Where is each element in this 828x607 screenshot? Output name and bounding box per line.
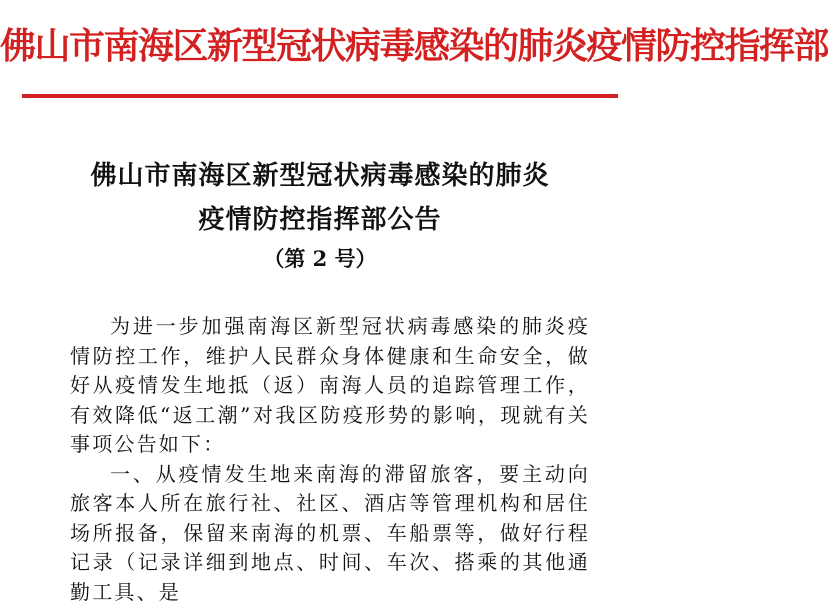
masthead-red-rule [22,94,618,98]
announcement-title-line-2: 疫情防控指挥部公告 [0,202,640,238]
announcement-number: （第 2 号） [0,244,640,274]
body-paragraph-item-1: 一、从疫情发生地来南海的滞留旅客，要主动向旅客本人所在旅行社、社区、酒店等管理机构和居住场所报备，保留来南海的机票、车船票等，做好行程记录（记录详细到地点、时间、车次、搭乘的其他通勤工具、是 [70,460,590,607]
announcement-title-line-1: 佛山市南海区新型冠状病毒感染的肺炎 [0,158,640,194]
body-paragraph-intro: 为进一步加强南海区新型冠状病毒感染的肺炎疫情防控工作，维护人民群众身体健康和生命安全，做好从疫情发生地抵（返）南海人员的追踪管理工作，有效降低“返工潮”对我区防疫形势的影响，现就有关事项公告如下： [70,312,590,460]
masthead-title: 佛山市南海区新型冠状病毒感染的肺炎疫情防控指挥部 [0,22,640,70]
announcement-body [70,312,590,607]
